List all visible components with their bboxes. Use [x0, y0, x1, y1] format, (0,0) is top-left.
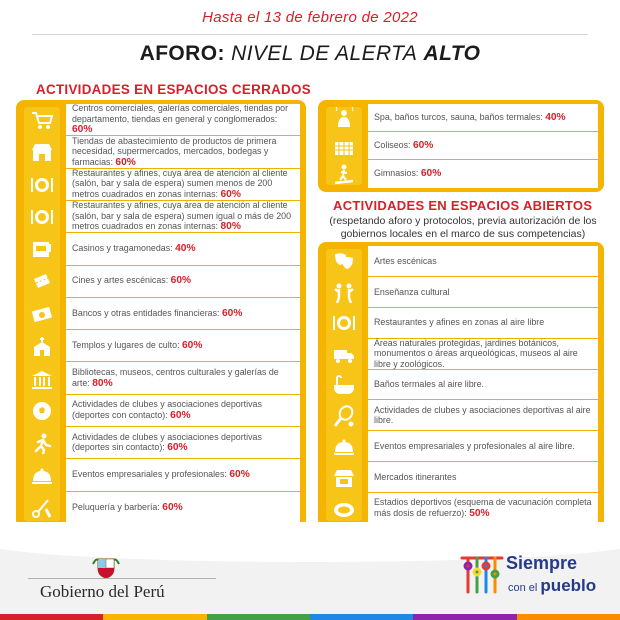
plate-cutlery-icon	[330, 311, 358, 335]
closed-item-label: Bibliotecas, museos, centros culturales y galerías de arte:	[72, 367, 279, 388]
open-item-label: Restaurantes y afines en zonas al aire libre	[374, 317, 545, 328]
open-item-row	[368, 339, 598, 370]
closed-item-percentage: 60%	[162, 502, 183, 514]
cloche-icon	[28, 464, 56, 488]
open-item-text	[374, 472, 456, 483]
open-item-percentage: 50%	[469, 508, 490, 520]
date-heading: Hasta el 13 de febrero de 2022	[202, 9, 418, 26]
tennis-icon	[330, 404, 358, 428]
closed-list	[66, 104, 300, 524]
open-item-text	[374, 405, 592, 426]
closed-item-label: Casinos y tragamonedas:	[72, 243, 176, 254]
closed-item-label: Peluquería y barbería:	[72, 502, 163, 513]
closed-item-percentage: 60%	[182, 339, 203, 351]
slogan-pre: con el	[508, 582, 538, 594]
closed-item-percentage: 60%	[220, 189, 241, 201]
spa-item-text	[374, 168, 441, 180]
open-item-label: Artes escénicas	[374, 255, 437, 266]
closed-item-label: Tiendas de abastecimiento de productos de primera necesidad, supermercados, mercados, bodegas y farmacias:	[72, 135, 277, 167]
closed-item-text	[72, 399, 294, 421]
closed-item-percentage: 40%	[175, 243, 196, 255]
museum-icon	[28, 367, 56, 391]
closed-section-title: ACTIVIDADES EN ESPACIOS CERRADOS	[36, 82, 311, 97]
closed-item-text	[72, 308, 242, 320]
closed-panel	[16, 100, 306, 528]
spa-item-text	[374, 140, 433, 152]
open-item-text	[374, 317, 544, 328]
students-icon	[330, 280, 358, 304]
spa-item-percentage: 60%	[412, 139, 434, 151]
theater-masks-icon	[330, 249, 358, 273]
open-item-label: Baños termales al aire libre.	[374, 379, 485, 390]
open-item-label: Eventos empresariales y profesionales al aire libre.	[374, 440, 575, 451]
open-item-label: Áreas naturales protegidas, jardines botánicos, monumentos o áreas arqueológicas, museos al aire libre y zoológicos.	[374, 337, 578, 369]
divider	[28, 578, 216, 579]
closed-item-text	[72, 275, 191, 287]
closed-item-row	[66, 266, 300, 298]
sauna-icon	[330, 106, 358, 130]
closed-item-percentage: 80%	[220, 221, 241, 233]
closed-item-percentage: 60%	[229, 469, 250, 481]
open-item-row	[368, 370, 598, 401]
closed-item-row	[66, 427, 300, 459]
storefront-icon	[28, 140, 56, 164]
spa-item-row	[368, 160, 598, 188]
open-item-row	[368, 246, 598, 277]
slogan-figures-icon	[460, 552, 504, 596]
closed-item-row	[66, 395, 300, 427]
closed-item-percentage: 60%	[115, 156, 136, 168]
closed-item-row	[66, 136, 300, 168]
closed-item-text	[72, 502, 183, 514]
closed-item-percentage: 60%	[72, 124, 93, 136]
plate-cutlery-icon	[28, 205, 56, 229]
open-item-row	[368, 431, 598, 462]
bath-icon	[330, 373, 358, 397]
title-nivel: NIVEL DE ALERTA	[231, 42, 418, 65]
ticket-icon	[28, 270, 56, 294]
closed-item-text	[72, 136, 294, 169]
spa-item-label: Coliseos:	[374, 139, 413, 150]
church-icon	[28, 334, 56, 358]
open-section-subtitle: (respetando aforo y protocolos, previa autorización de los gobiernos locales en el marco de sus competencias)	[329, 215, 597, 240]
open-item-row	[368, 308, 598, 339]
open-item-row	[368, 400, 598, 431]
divider	[32, 34, 588, 35]
closed-item-label: Bancos y otras entidades financieras:	[72, 307, 222, 318]
gov-logo-text: Gobierno del Perú	[40, 582, 165, 601]
cloche-icon	[330, 435, 358, 459]
open-item-text	[374, 256, 437, 267]
slogan-bold: pueblo	[540, 576, 597, 595]
open-item-label: Mercados itinerantes	[374, 471, 457, 482]
runner-icon	[28, 431, 56, 455]
closed-item-text	[72, 103, 294, 136]
closed-item-row	[66, 362, 300, 394]
market-stall-icon	[330, 466, 358, 490]
open-item-text	[374, 379, 484, 390]
slogan-main: Siempre	[506, 553, 578, 573]
spa-item-percentage: 60%	[420, 168, 442, 180]
closed-item-text	[72, 200, 294, 233]
page-title	[0, 42, 620, 66]
scissors-brush-icon	[28, 496, 56, 520]
peru-coat-of-arms-icon	[92, 556, 120, 580]
open-item-text	[374, 287, 450, 298]
closed-item-text	[72, 340, 202, 352]
closed-item-percentage: 80%	[92, 377, 113, 389]
closed-item-label: Restaurantes y afines, cuya área de atención al cliente (salón, bar y sala de espera) sumen menos de 200 metros cuadrados en zonas internas:	[72, 167, 288, 200]
open-item-text	[374, 441, 575, 452]
title-alto: ALTO	[423, 42, 481, 65]
open-item-label: Estadios deportivos (esquema de vacunación completa más dosis de refuerzo):	[374, 497, 592, 519]
title-aforo: AFORO:	[139, 42, 225, 65]
footer-stripes	[0, 614, 620, 620]
closed-item-text	[72, 243, 196, 255]
closed-item-row	[66, 233, 300, 265]
spa-item-text	[374, 112, 566, 124]
closed-item-text	[72, 432, 294, 454]
closed-item-row	[66, 330, 300, 362]
closed-item-row	[66, 169, 300, 201]
slogan-sub	[508, 576, 596, 596]
open-item-label: Enseñanza cultural	[374, 286, 450, 297]
open-item-row	[368, 462, 598, 493]
closed-item-label: Cines y artes escénicas:	[72, 275, 171, 286]
spa-panel	[318, 100, 604, 192]
slot-machine-icon	[28, 237, 56, 261]
soccer-ball-icon	[28, 399, 56, 423]
open-item-label: Actividades de clubes y asociaciones deportivas al aire libre.	[374, 404, 591, 426]
closed-item-label: Restaurantes y afines, cuya área de atención al cliente (salón, bar y sala de espera) sumen igual o más de 200 metros cuadrados en zonas internas:	[72, 200, 292, 232]
truck-icon	[330, 342, 358, 366]
closed-item-label: Templos y lugares de culto:	[72, 339, 183, 350]
closed-item-label: Actividades de clubes y asociaciones deportivas (deportes sin contacto):	[72, 431, 262, 453]
open-item-text	[374, 338, 592, 370]
spa-item-row	[368, 104, 598, 132]
closed-item-percentage: 60%	[167, 442, 188, 454]
closed-item-label: Eventos empresariales y profesionales:	[72, 469, 230, 480]
closed-item-percentage: 60%	[170, 275, 192, 287]
open-item-row	[368, 277, 598, 308]
closed-item-row	[66, 459, 300, 491]
closed-item-label: Centros comerciales, galerías comerciales, tiendas por departamento, tiendas en general y conglomerados:	[72, 103, 289, 124]
shopping-cart-icon	[28, 108, 56, 132]
treadmill-icon	[330, 162, 358, 186]
closed-item-label: Actividades de clubes y asociaciones deportivas (deportes con contacto):	[72, 399, 262, 420]
closed-item-text	[72, 168, 294, 201]
open-panel	[318, 242, 604, 528]
closed-item-row	[66, 104, 300, 136]
coliseum-icon	[330, 134, 358, 158]
plate-cutlery-icon	[28, 173, 56, 197]
open-section-title: ACTIVIDADES EN ESPACIOS ABIERTOS	[333, 198, 593, 213]
spa-list	[368, 104, 598, 188]
closed-item-percentage: 60%	[221, 307, 243, 319]
spa-item-label: Spa, baños turcos, sauna, baños termales:	[374, 111, 546, 122]
closed-item-row	[66, 298, 300, 330]
open-item-text	[374, 497, 592, 519]
spa-item-row	[368, 132, 598, 160]
closed-item-row	[66, 201, 300, 233]
closed-item-percentage: 60%	[170, 409, 191, 421]
closed-item-text	[72, 367, 294, 389]
stadium-icon	[330, 497, 358, 521]
closed-item-text	[72, 469, 250, 481]
spa-item-label: Gimnasios:	[374, 168, 421, 179]
closed-item-row	[66, 492, 300, 524]
spa-item-percentage: 40%	[545, 111, 566, 123]
open-item-row	[368, 493, 598, 524]
open-list	[368, 246, 598, 524]
money-icon	[28, 302, 56, 326]
